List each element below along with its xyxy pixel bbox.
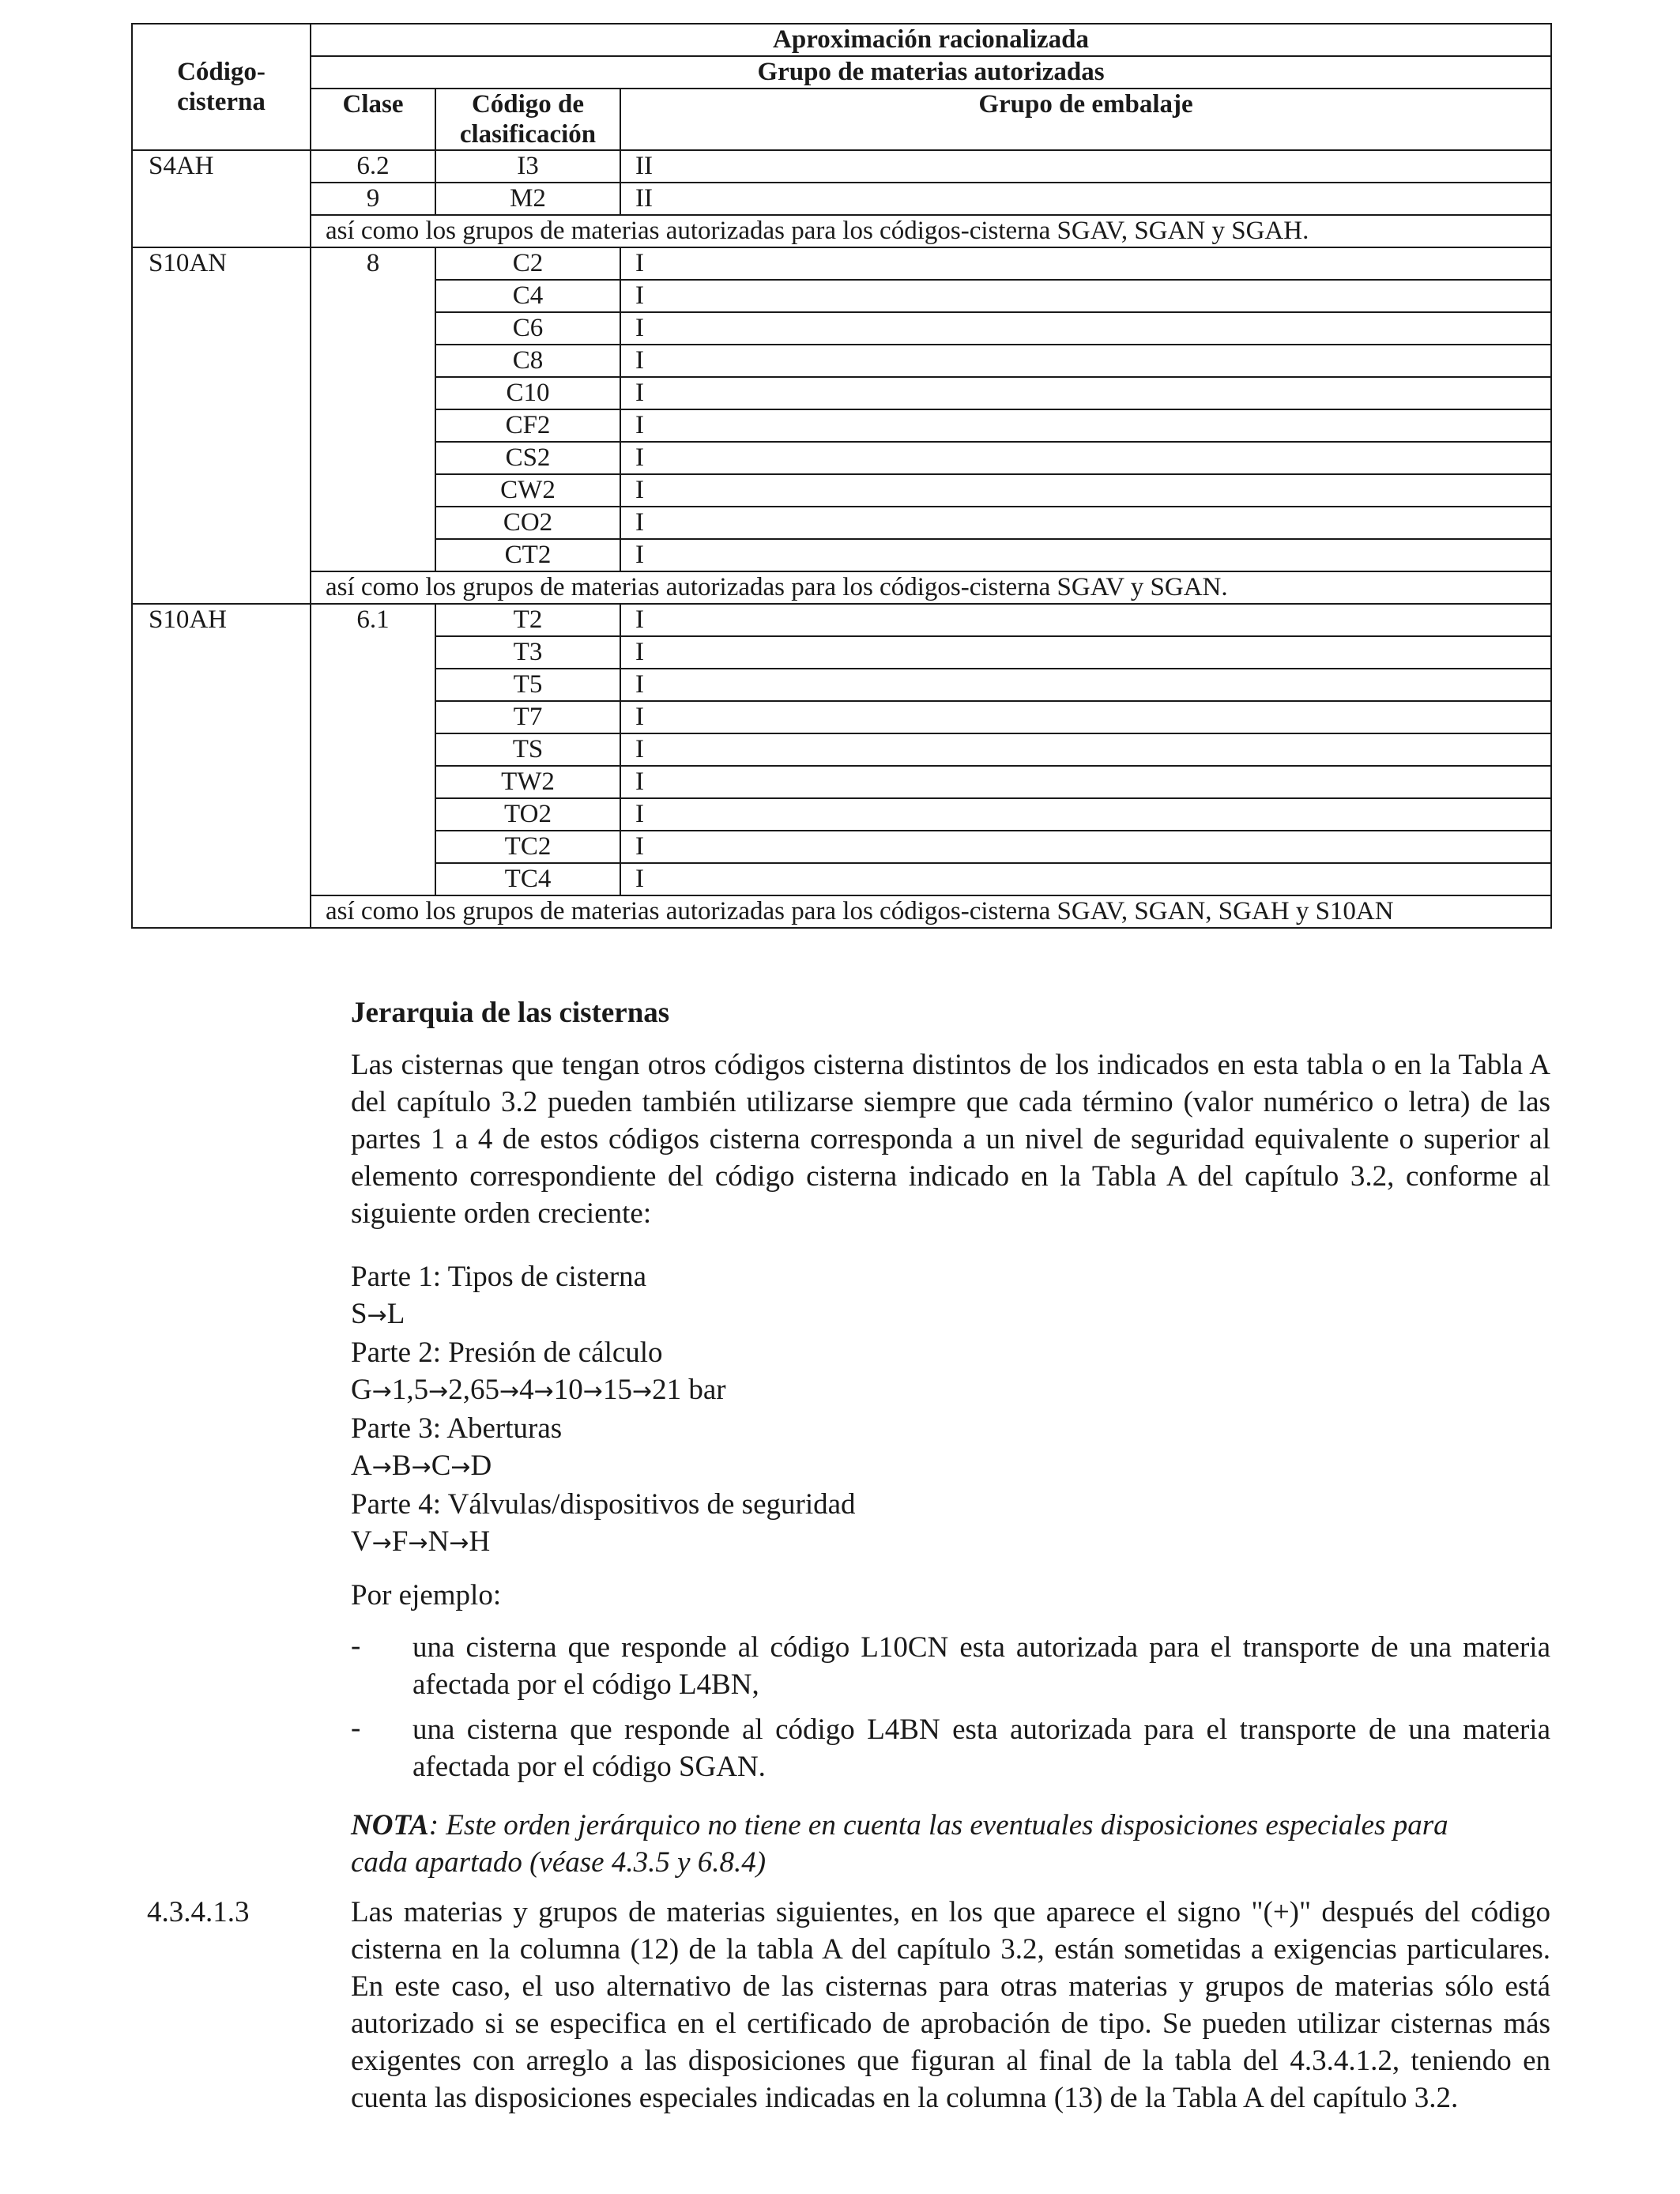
- table-row: [132, 798, 1551, 831]
- classification-code-cell: M2: [435, 183, 620, 215]
- order-token: 21: [652, 1374, 682, 1406]
- table-title: Aproximación racionalizada: [311, 24, 1551, 56]
- clase-cell: [311, 377, 435, 409]
- arrow-right-icon: →: [371, 1378, 392, 1405]
- table-header-clase: Clase: [311, 89, 435, 150]
- table-note-cell: así como los grupos de materias autorizadas para los códigos-cisterna SGAV, SGAN, SGAH y S10AN: [311, 895, 1551, 928]
- clase-cell: [311, 636, 435, 669]
- clase-cell: [311, 507, 435, 539]
- order-token: S: [351, 1298, 367, 1330]
- order-token: G: [351, 1374, 372, 1406]
- packing-group-cell: I: [620, 636, 1551, 669]
- classification-code-cell: T7: [435, 701, 620, 733]
- clase-cell: 8: [311, 247, 435, 280]
- table-note-row: [132, 895, 1551, 928]
- table-row: [132, 312, 1551, 345]
- table-row: [132, 766, 1551, 798]
- table-header-code: [132, 24, 311, 150]
- table-row: [132, 701, 1551, 733]
- section-paragraph: Las materias y grupos de materias siguientes, en los que aparece el signo "(+)" después del código cisterna en la columna (12) de la tabla A del capítulo 3.2, están sometidas a exigencias particulares. En este caso, el uso alternativo de las cisternas para otras materias y grupos de materias sólo está autorizado si se especifica en el certificado de aprobación de tipo. Se pueden utilizar cisternas más exigentes con arreglo a las disposiciones que figuran al final de la tabla del 4.3.4.1.2, teniendo en cuenta las disposiciones especiales indicadas en la columna (13) de la Tabla A del capítulo 3.2.: [351, 1896, 1550, 2114]
- example-intro: Por ejemplo:: [351, 1579, 502, 1612]
- hierarchy-intro: Las cisternas que tengan otros códigos cisterna distintos de los indicados en esta tabla o en la Tabla A del capítulo 3.2 pueden también utilizarse siempre que cada término (valor numérico o letra) de las partes 1 a 4 de estos códigos cisterna corresponda a un nivel de seguridad equivalente o superior al elemento correspondiente del código cisterna indicado en la Tabla A del capítulo 3.2, conforme al siguiente orden creciente:: [351, 1049, 1550, 1230]
- packing-group-cell: I: [620, 701, 1551, 733]
- packing-group-cell: I: [620, 409, 1551, 442]
- packing-group-cell: II: [620, 183, 1551, 215]
- table-group-title: Grupo de materias autorizadas: [311, 56, 1551, 89]
- part-order: [351, 1447, 1550, 1486]
- classification-code-cell: TO2: [435, 798, 620, 831]
- classification-code-cell: TC2: [435, 831, 620, 863]
- table-row: [132, 442, 1551, 474]
- table-header-grupo-embalaje: Grupo de embalaje: [620, 89, 1551, 150]
- packing-group-cell: I: [620, 766, 1551, 798]
- order-token: 1,5: [391, 1374, 429, 1406]
- classification-code-cell: CW2: [435, 474, 620, 507]
- clase-cell: [311, 312, 435, 345]
- classification-code-cell: T3: [435, 636, 620, 669]
- table-header-code-label: Código-cisterna: [177, 58, 266, 116]
- order-token: L: [386, 1298, 405, 1330]
- order-token: H: [469, 1525, 491, 1558]
- order-token: A: [351, 1449, 372, 1482]
- table-row: [132, 636, 1551, 669]
- part-order: [351, 1371, 1550, 1410]
- clase-cell: 6.2: [311, 150, 435, 183]
- table-body: [132, 24, 1551, 928]
- classification-code-cell: T2: [435, 604, 620, 636]
- packing-group-cell: II: [620, 150, 1551, 183]
- table-row: [132, 280, 1551, 312]
- packing-group-cell: I: [620, 539, 1551, 571]
- clase-cell: [311, 280, 435, 312]
- classification-code-cell: CO2: [435, 507, 620, 539]
- clase-cell: [311, 345, 435, 377]
- arrow-right-icon: →: [631, 1378, 653, 1405]
- arrow-right-icon: →: [428, 1378, 449, 1405]
- hierarchy-parts: [351, 1258, 1550, 1562]
- clase-cell: [311, 798, 435, 831]
- table-note-row: [132, 215, 1551, 247]
- bullet-dash: -: [351, 1630, 361, 1662]
- classification-code-cell: I3: [435, 150, 620, 183]
- example-item: una cisterna que responde al código L10CN esta autorizada para el transporte de una materia afectada por el código L4BN,: [412, 1631, 1550, 1701]
- part-order: [351, 1523, 1550, 1562]
- classification-code-cell: TW2: [435, 766, 620, 798]
- example-item: una cisterna que responde al código L4BN esta autorizada para el transporte de una materia afectada por el código SGAN.: [412, 1713, 1550, 1783]
- arrow-right-icon: →: [499, 1378, 520, 1405]
- bullet-dash: -: [351, 1712, 361, 1744]
- arrow-right-icon: →: [367, 1302, 387, 1329]
- clase-cell: [311, 831, 435, 863]
- clase-cell: [311, 409, 435, 442]
- arrow-right-icon: →: [582, 1378, 603, 1405]
- packing-group-cell: I: [620, 280, 1551, 312]
- table-header-codigo-clasificacion: Código de clasificación: [435, 89, 620, 150]
- table-header-row: [132, 89, 1551, 150]
- table-row: [132, 345, 1551, 377]
- clase-cell: [311, 766, 435, 798]
- arrow-right-icon: →: [411, 1453, 431, 1481]
- table-header-row: [132, 24, 1551, 56]
- table-note-row: [132, 571, 1551, 604]
- part-label: Parte 4: Válvulas/dispositivos de seguridad: [351, 1488, 856, 1521]
- classification-code-cell: C8: [435, 345, 620, 377]
- part-order: [351, 1295, 1550, 1334]
- packing-group-cell: I: [620, 831, 1551, 863]
- table-row: [132, 733, 1551, 766]
- classification-code-cell: T5: [435, 669, 620, 701]
- order-token: C: [431, 1449, 451, 1482]
- order-token: N: [428, 1525, 450, 1558]
- tank-code-cell: S10AH: [132, 604, 311, 928]
- clase-cell: [311, 669, 435, 701]
- tank-code-cell: S10AN: [132, 247, 311, 604]
- table-row: [132, 247, 1551, 280]
- packing-group-cell: I: [620, 863, 1551, 895]
- packing-group-cell: I: [620, 442, 1551, 474]
- clase-cell: [311, 701, 435, 733]
- arrow-right-icon: →: [449, 1529, 469, 1557]
- table-row: [132, 377, 1551, 409]
- order-token: 15: [602, 1374, 632, 1406]
- part-label: Parte 1: Tipos de cisterna: [351, 1261, 647, 1293]
- table-row: [132, 539, 1551, 571]
- arrow-right-icon: →: [371, 1453, 392, 1481]
- packing-group-cell: I: [620, 507, 1551, 539]
- arrow-right-icon: →: [371, 1529, 392, 1557]
- packing-group-cell: I: [620, 798, 1551, 831]
- clase-cell: 6.1: [311, 604, 435, 636]
- table-row: [132, 183, 1551, 215]
- clase-cell: [311, 863, 435, 895]
- arrow-right-icon: →: [450, 1453, 471, 1481]
- part-label: Parte 2: Presión de cálculo: [351, 1336, 663, 1369]
- clase-cell: [311, 733, 435, 766]
- order-token: 4: [519, 1374, 534, 1406]
- clase-cell: [311, 539, 435, 571]
- section-number: 4.3.4.1.3: [147, 1896, 250, 1928]
- classification-code-cell: C4: [435, 280, 620, 312]
- packing-group-cell: I: [620, 604, 1551, 636]
- table-header-row: [132, 56, 1551, 89]
- note-text: : Este orden jerárquico no tiene en cuenta las eventuales disposiciones especiales para cada apartado (véase 4.3.5 y 6.8.4): [351, 1809, 1448, 1879]
- tank-code-table: [131, 23, 1552, 929]
- arrow-right-icon: →: [408, 1529, 428, 1557]
- note-label: NOTA: [351, 1809, 429, 1842]
- part-label: Parte 3: Aberturas: [351, 1412, 563, 1445]
- packing-group-cell: I: [620, 474, 1551, 507]
- classification-code-cell: TC4: [435, 863, 620, 895]
- clase-cell: 9: [311, 183, 435, 215]
- table-row: [132, 863, 1551, 895]
- arrow-right-icon: →: [533, 1378, 554, 1405]
- table-row: [132, 604, 1551, 636]
- table-row: [132, 831, 1551, 863]
- classification-code-cell: CS2: [435, 442, 620, 474]
- packing-group-cell: I: [620, 733, 1551, 766]
- packing-group-cell: I: [620, 247, 1551, 280]
- table-row: [132, 150, 1551, 183]
- packing-group-cell: I: [620, 312, 1551, 345]
- clase-cell: [311, 474, 435, 507]
- table-note-cell: así como los grupos de materias autorizadas para los códigos-cisterna SGAV y SGAN.: [311, 571, 1551, 604]
- classification-code-cell: TS: [435, 733, 620, 766]
- hierarchy-heading: Jerarquia de las cisternas: [351, 997, 670, 1029]
- tank-code-cell: S4AH: [132, 150, 311, 247]
- order-token: 2,65: [448, 1374, 500, 1406]
- packing-group-cell: I: [620, 669, 1551, 701]
- packing-group-cell: I: [620, 345, 1551, 377]
- order-token: D: [470, 1449, 492, 1482]
- table-row: [132, 669, 1551, 701]
- packing-group-cell: I: [620, 377, 1551, 409]
- order-token: V: [351, 1525, 372, 1558]
- table-row: [132, 507, 1551, 539]
- classification-code-cell: C10: [435, 377, 620, 409]
- note-paragraph: [351, 1807, 1489, 1881]
- classification-code-cell: C2: [435, 247, 620, 280]
- order-unit: bar: [681, 1374, 726, 1406]
- order-token: 10: [553, 1374, 583, 1406]
- classification-code-cell: CT2: [435, 539, 620, 571]
- order-token: F: [391, 1525, 409, 1558]
- order-token: B: [391, 1449, 412, 1482]
- clase-cell: [311, 442, 435, 474]
- table-note-cell: así como los grupos de materias autorizadas para los códigos-cisterna SGAV, SGAN y SGAH.: [311, 215, 1551, 247]
- classification-code-cell: CF2: [435, 409, 620, 442]
- table-row: [132, 474, 1551, 507]
- classification-code-cell: C6: [435, 312, 620, 345]
- table-row: [132, 409, 1551, 442]
